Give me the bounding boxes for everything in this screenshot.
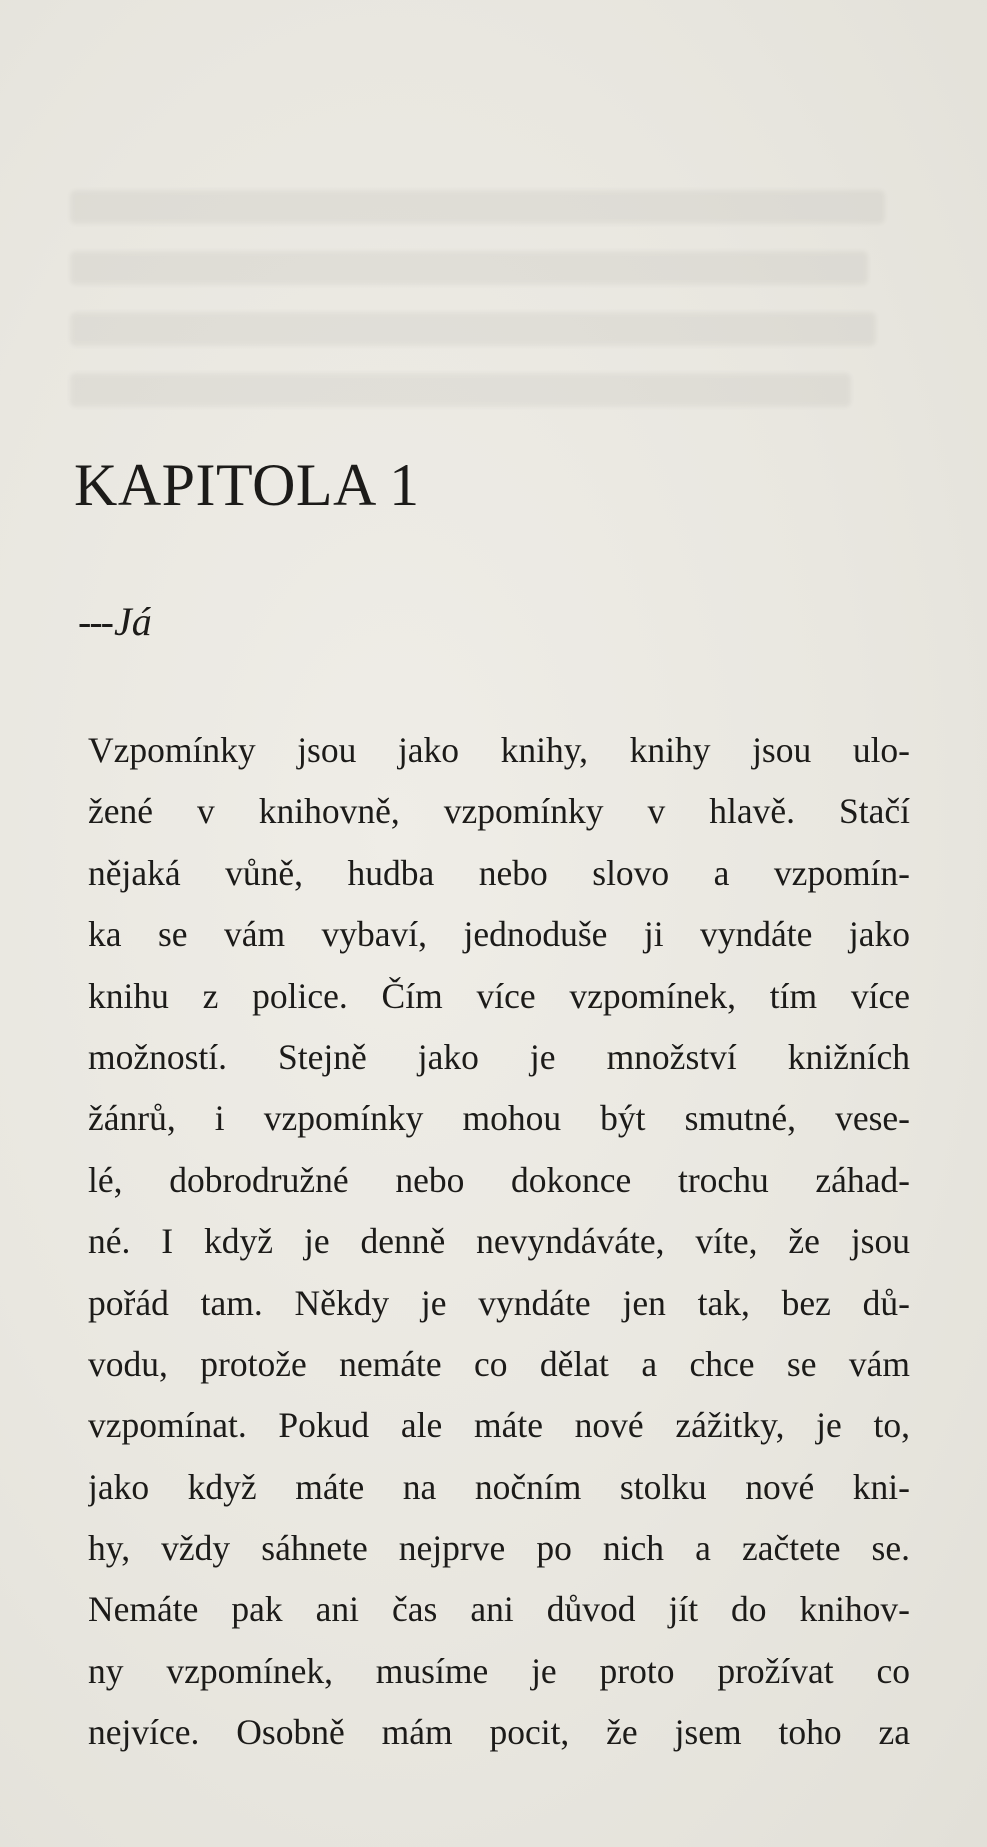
show-through-line (70, 312, 876, 346)
text-line: Nemáte pak ani čas ani důvod jít do knihov- (88, 1589, 910, 1630)
show-through-line (70, 373, 851, 407)
text-line: Vzpomínky jsou jako knihy, knihy jsou ulo- (88, 730, 910, 770)
text-line: pořád tam. Někdy je vyndáte jen tak, bez dů- (88, 1282, 910, 1323)
show-through-line (70, 190, 885, 224)
text-line: hy, vždy sáhnete nejprve po nich a začtete se. (88, 1528, 910, 1569)
text-line: nejvíce. Osobně mám pocit, že jsem toho za (88, 1712, 910, 1753)
text-line: jako když máte na nočním stolku nové kni- (88, 1466, 910, 1507)
show-through-line (70, 251, 868, 285)
chapter-subtitle (78, 599, 152, 644)
subtitle-text: Já (113, 599, 152, 644)
text-line: žánrů, i vzpomínky mohou být smutné, vese- (88, 1098, 910, 1139)
subtitle-dashes: --- (78, 599, 112, 644)
body-text (88, 720, 910, 1764)
text-line: vodu, protože nemáte co dělat a chce se vám (88, 1343, 910, 1384)
text-line: vzpomínat. Pokud ale máte nové zážitky, je to, (88, 1405, 910, 1446)
show-through-text (70, 190, 910, 434)
text-line: možností. Stejně jako je množství knižních (88, 1036, 910, 1077)
text-line: žené v knihovně, vzpomínky v hlavě. Stačí (88, 791, 910, 832)
text-line: ny vzpomínek, musíme je proto prožívat co (88, 1650, 910, 1691)
text-line: nějaká vůně, hudba nebo slovo a vzpomín- (88, 852, 910, 893)
text-line: knihu z police. Čím více vzpomínek, tím více (88, 975, 910, 1016)
chapter-title: KAPITOLA 1 (74, 452, 420, 518)
text-line: ka se vám vybaví, jednoduše ji vyndáte jako (88, 914, 910, 955)
text-line: lé, dobrodružné nebo dokonce trochu záhad- (88, 1159, 910, 1200)
text-line: né. I když je denně nevyndáváte, víte, že jsou (88, 1221, 910, 1262)
